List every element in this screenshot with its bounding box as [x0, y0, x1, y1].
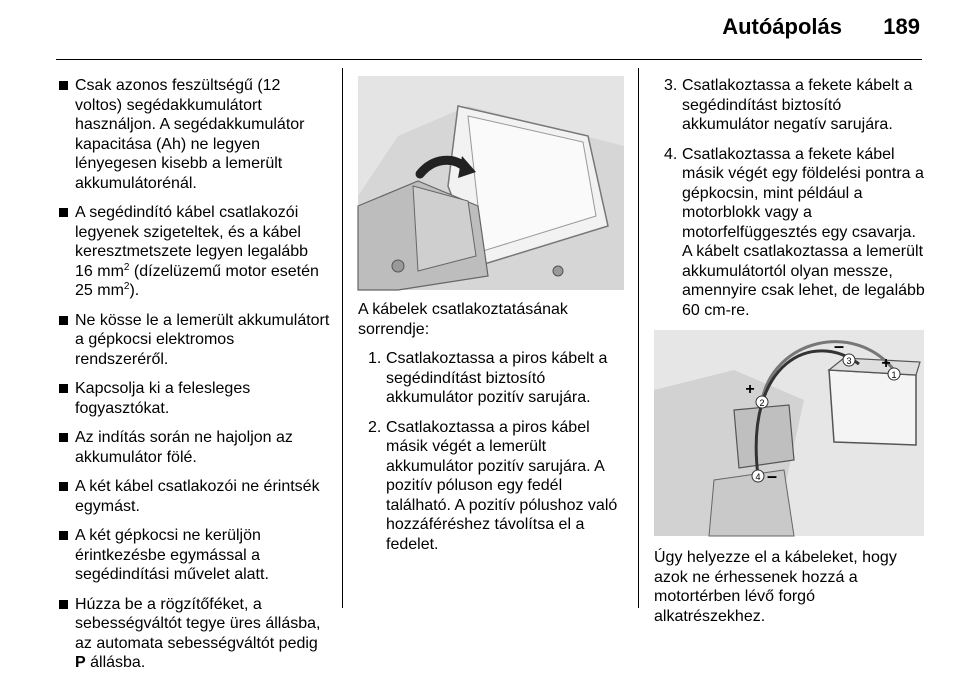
callout-2: 2 — [759, 398, 765, 408]
bullet-icon — [59, 316, 68, 325]
superscript: 2 — [123, 281, 130, 292]
list-item — [58, 595, 330, 673]
list-item — [654, 76, 926, 135]
column-divider-1 — [342, 68, 343, 608]
connection-steps-b — [654, 76, 926, 320]
jumper-cable-illustration — [654, 330, 924, 536]
list-item — [654, 145, 926, 321]
list-item — [58, 428, 330, 467]
precaution-list — [58, 76, 330, 673]
callout-3: 3 — [846, 356, 852, 366]
bullet-icon — [59, 384, 68, 393]
callout-1: 1 — [891, 370, 897, 380]
list-item-text: állásba. — [85, 654, 146, 671]
step-number: 1. — [368, 350, 382, 367]
column-1 — [58, 76, 330, 683]
column-divider-2 — [638, 68, 639, 608]
list-item — [58, 379, 330, 418]
column-3 — [654, 76, 926, 636]
list-item — [58, 477, 330, 516]
list-item-text: (dízelüzemű motor esetén 25 mm — [75, 262, 319, 299]
list-item — [58, 311, 330, 370]
plus-sign-left: + — [745, 381, 755, 398]
step-number: 2. — [368, 418, 382, 436]
step-number: 3. — [664, 77, 678, 94]
plus-sign-right: + — [881, 355, 891, 372]
bullet-icon — [59, 433, 68, 442]
superscript: 2 — [123, 261, 130, 273]
connection-steps-a — [358, 349, 624, 554]
list-item — [358, 349, 624, 408]
steps-intro: A kábelek csatlakoztatásának sorrendje: — [358, 301, 568, 338]
list-item-text: A két kábel csatlakozói ne érintsék egymást. — [75, 478, 320, 515]
column-2 — [358, 76, 624, 564]
page-header — [0, 0, 960, 60]
callout-4: 4 — [755, 472, 761, 482]
header-rule — [56, 59, 922, 60]
gear-position-label: P — [75, 654, 86, 671]
list-item — [58, 526, 330, 585]
bullet-icon — [59, 81, 68, 90]
battery-cover-illustration — [358, 76, 624, 290]
page-number: 189 — [883, 14, 920, 39]
cable-routing-note: Úgy helyezze el a kábeleket, hogy azok ne érhessenek hozzá a motortérben lévő forgó alkatrészekhez. — [654, 549, 897, 625]
list-item-text: Kapcsolja ki a felesleges fogyasztókat. — [75, 380, 251, 417]
list-item-text: ). — [129, 282, 140, 299]
bullet-icon — [59, 482, 68, 491]
list-item-text: A segédindító kábel csatlakozói legyenek szigeteltek, és a kábel keresztmetszete legyen legalább 16 mm — [75, 204, 309, 280]
minus-sign-bottom: – — [766, 466, 778, 486]
section-title: Autóápolás — [722, 14, 842, 39]
list-item-text: Csak azonos feszültségű (12 voltos) segédakkumulátort használjon. A segédakkumulátor kapacitása (Ah) ne legyen lényegesen kisebb a lemerült akkumulátorénál. — [75, 77, 305, 192]
list-item-text: Az indítás során ne hajoljon az akkumulátor fölé. — [75, 429, 293, 466]
list-item-text: A két gépkocsi ne kerüljön érintkezésbe egymással a segédindítási művelet alatt. — [75, 527, 269, 583]
step-text: Csatlakoztassa a fekete kábelt a segédindítást biztosító akkumulátor negatív sarujára. — [682, 77, 913, 133]
list-item — [58, 76, 330, 193]
list-item — [58, 203, 330, 301]
step-number: 4. — [664, 145, 678, 163]
bullet-icon — [59, 600, 68, 609]
step-text: Csatlakoztassa a piros kábelt a segédindítást biztosító akkumulátor pozitív sarujára. — [386, 350, 608, 406]
list-item — [358, 418, 624, 555]
list-item-text: Ne kösse le a lemerült akkumulátort a gépkocsi elektromos rendszeréről. — [75, 311, 330, 368]
step-text: Csatlakoztassa a fekete kábel másik végét egy földelési pontra a gépkocsin, mint például a motorblokk vagy a motorfelfüggesztés egy csavarja. A kábelt csatlakoztassa a lemerült akkumulátortól olyan messze, amennyire csak lehet, de legalább 60 cm-re. — [682, 145, 925, 319]
bullet-icon — [59, 208, 68, 217]
bullet-icon — [59, 531, 68, 540]
list-item-text: Húzza be a rögzítőféket, a sebességváltót tegye üres állásba, az automata sebességváltót pedig — [75, 595, 321, 652]
step-text: Csatlakoztassa a piros kábel másik végét a lemerült akkumulátor pozitív sarujára. A pozitív póluson egy fedél található. A pozitív pólushoz való hozzáféréshez távolítsa el a fedelet. — [386, 418, 618, 553]
minus-sign-top: – — [833, 336, 845, 356]
